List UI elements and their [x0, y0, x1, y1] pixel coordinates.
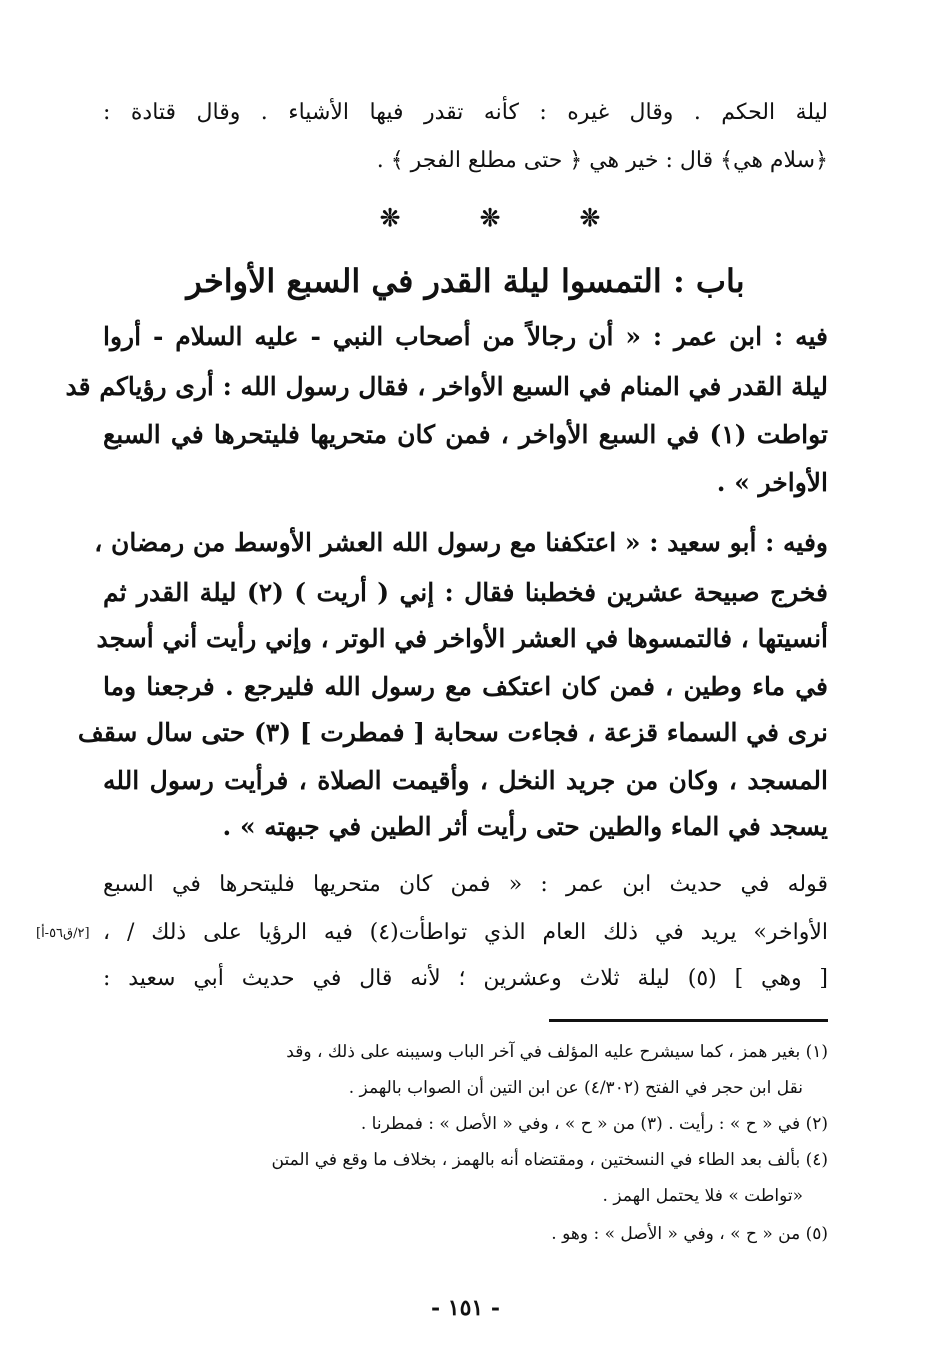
intro-line: ليلة الحكم . وقال غيره : كأنه تقدر فيها الأشياء . وقال قتادة :: [103, 100, 828, 125]
footnote-line: (٢) في « ح » : رأيت . (٣) من « ح » ، وفي « الأصل » : فمطرنا .: [360, 1114, 828, 1134]
commentary-line: قوله في حديث ابن عمر : « فمن كان متحريها فليتحرها في السبع: [103, 872, 828, 897]
hadith-line: يسجد في الماء والطين حتى رأيت أثر الطين في جبهته » .: [222, 812, 828, 841]
footnote-line: (١) بغير همز ، كما سيشرح عليه المؤلف في آخر الباب وسيبنه على ذلك ، وقد: [286, 1042, 828, 1062]
hadith-line: تواطت (١) في السبع الأواخر ، فمن كان متحريها فليتحرها في السبع: [103, 420, 828, 449]
hadith-line: نرى في السماء قزعة ، فجاءت سحابة [ فمطرت ] (٣) حتى سال سقف: [77, 718, 828, 747]
hadith-line: في ماء وطين ، فمن كان اعتكف مع رسول الله فليرجع . فرجعنا وما: [103, 672, 828, 701]
hadith-line: أنسيتها ، فالتمسوها في العشر الأواخر في الوتر ، وإني رأيت أني أسجد: [96, 624, 828, 653]
commentary-line: الأواخر» يريد في ذلك العام الذي تواطأت(٤) فيه الرؤيا على ذلك / ،: [103, 920, 829, 945]
hadith-line: المسجد ، وكان من جريد النخل ، وأقيمت الصلاة ، فرأيت رسول الله: [103, 766, 828, 795]
footnote-line: نقل ابن حجر في الفتح (٤/٣٠٢) عن ابن التين أن الصواب بالهمز .: [348, 1078, 803, 1098]
chapter-title: باب : التمسوا ليلة القدر في السبع الأواخر: [186, 262, 745, 300]
footnote-line: (٤) بألف بعد الطاء في النسختين ، ومقتضاه أنه بالهمز ، بخلاف ما وقع في المتن: [271, 1150, 828, 1170]
manuscript-folio-note: [٢/ق٥٦-أ]: [36, 926, 90, 941]
hadith-line: ليلة القدر في المنام في السبع الأواخر ، فقال رسول الله : أرى رؤياكم قد: [65, 372, 828, 401]
footnote-line: «تواطت » فلا يحتمل الهمز .: [602, 1186, 803, 1206]
page-number: - ١٥١ -: [430, 1295, 501, 1321]
section-separator: [380, 203, 600, 232]
hadith-line: الأواخر » .: [716, 468, 828, 497]
hadith-line: فيه : ابن عمر : « أن رجالاً من أصحاب النبي - عليه السلام - أروا: [103, 322, 828, 351]
hadith-line: فخرج صبيحة عشرين فخطبنا فقال : إني ( أريت ) (٢) ليلة القدر ثم: [103, 578, 829, 607]
footnote-divider: [549, 1019, 828, 1022]
star-ornament-icon: ❊: [579, 203, 600, 232]
hadith-line: وفيه : أبو سعيد : « اعتكفنا مع رسول الله العشر الأوسط من رمضان ،: [94, 528, 828, 557]
star-ornament-icon: ❊: [479, 203, 501, 232]
commentary-line: [ وهي ] (٥) ليلة ثلاث وعشرين ؛ لأنه قال في حديث أبي سعيد :: [103, 966, 828, 991]
star-ornament-icon: ❊: [380, 203, 401, 232]
intro-line: ﴿سلام هي﴾ قال : خير هي ﴿ حتى مطلع الفجر ﴾ .: [376, 148, 828, 173]
footnote-line: (٥) من « ح » ، وفي « الأصل » : وهو .: [551, 1224, 828, 1244]
